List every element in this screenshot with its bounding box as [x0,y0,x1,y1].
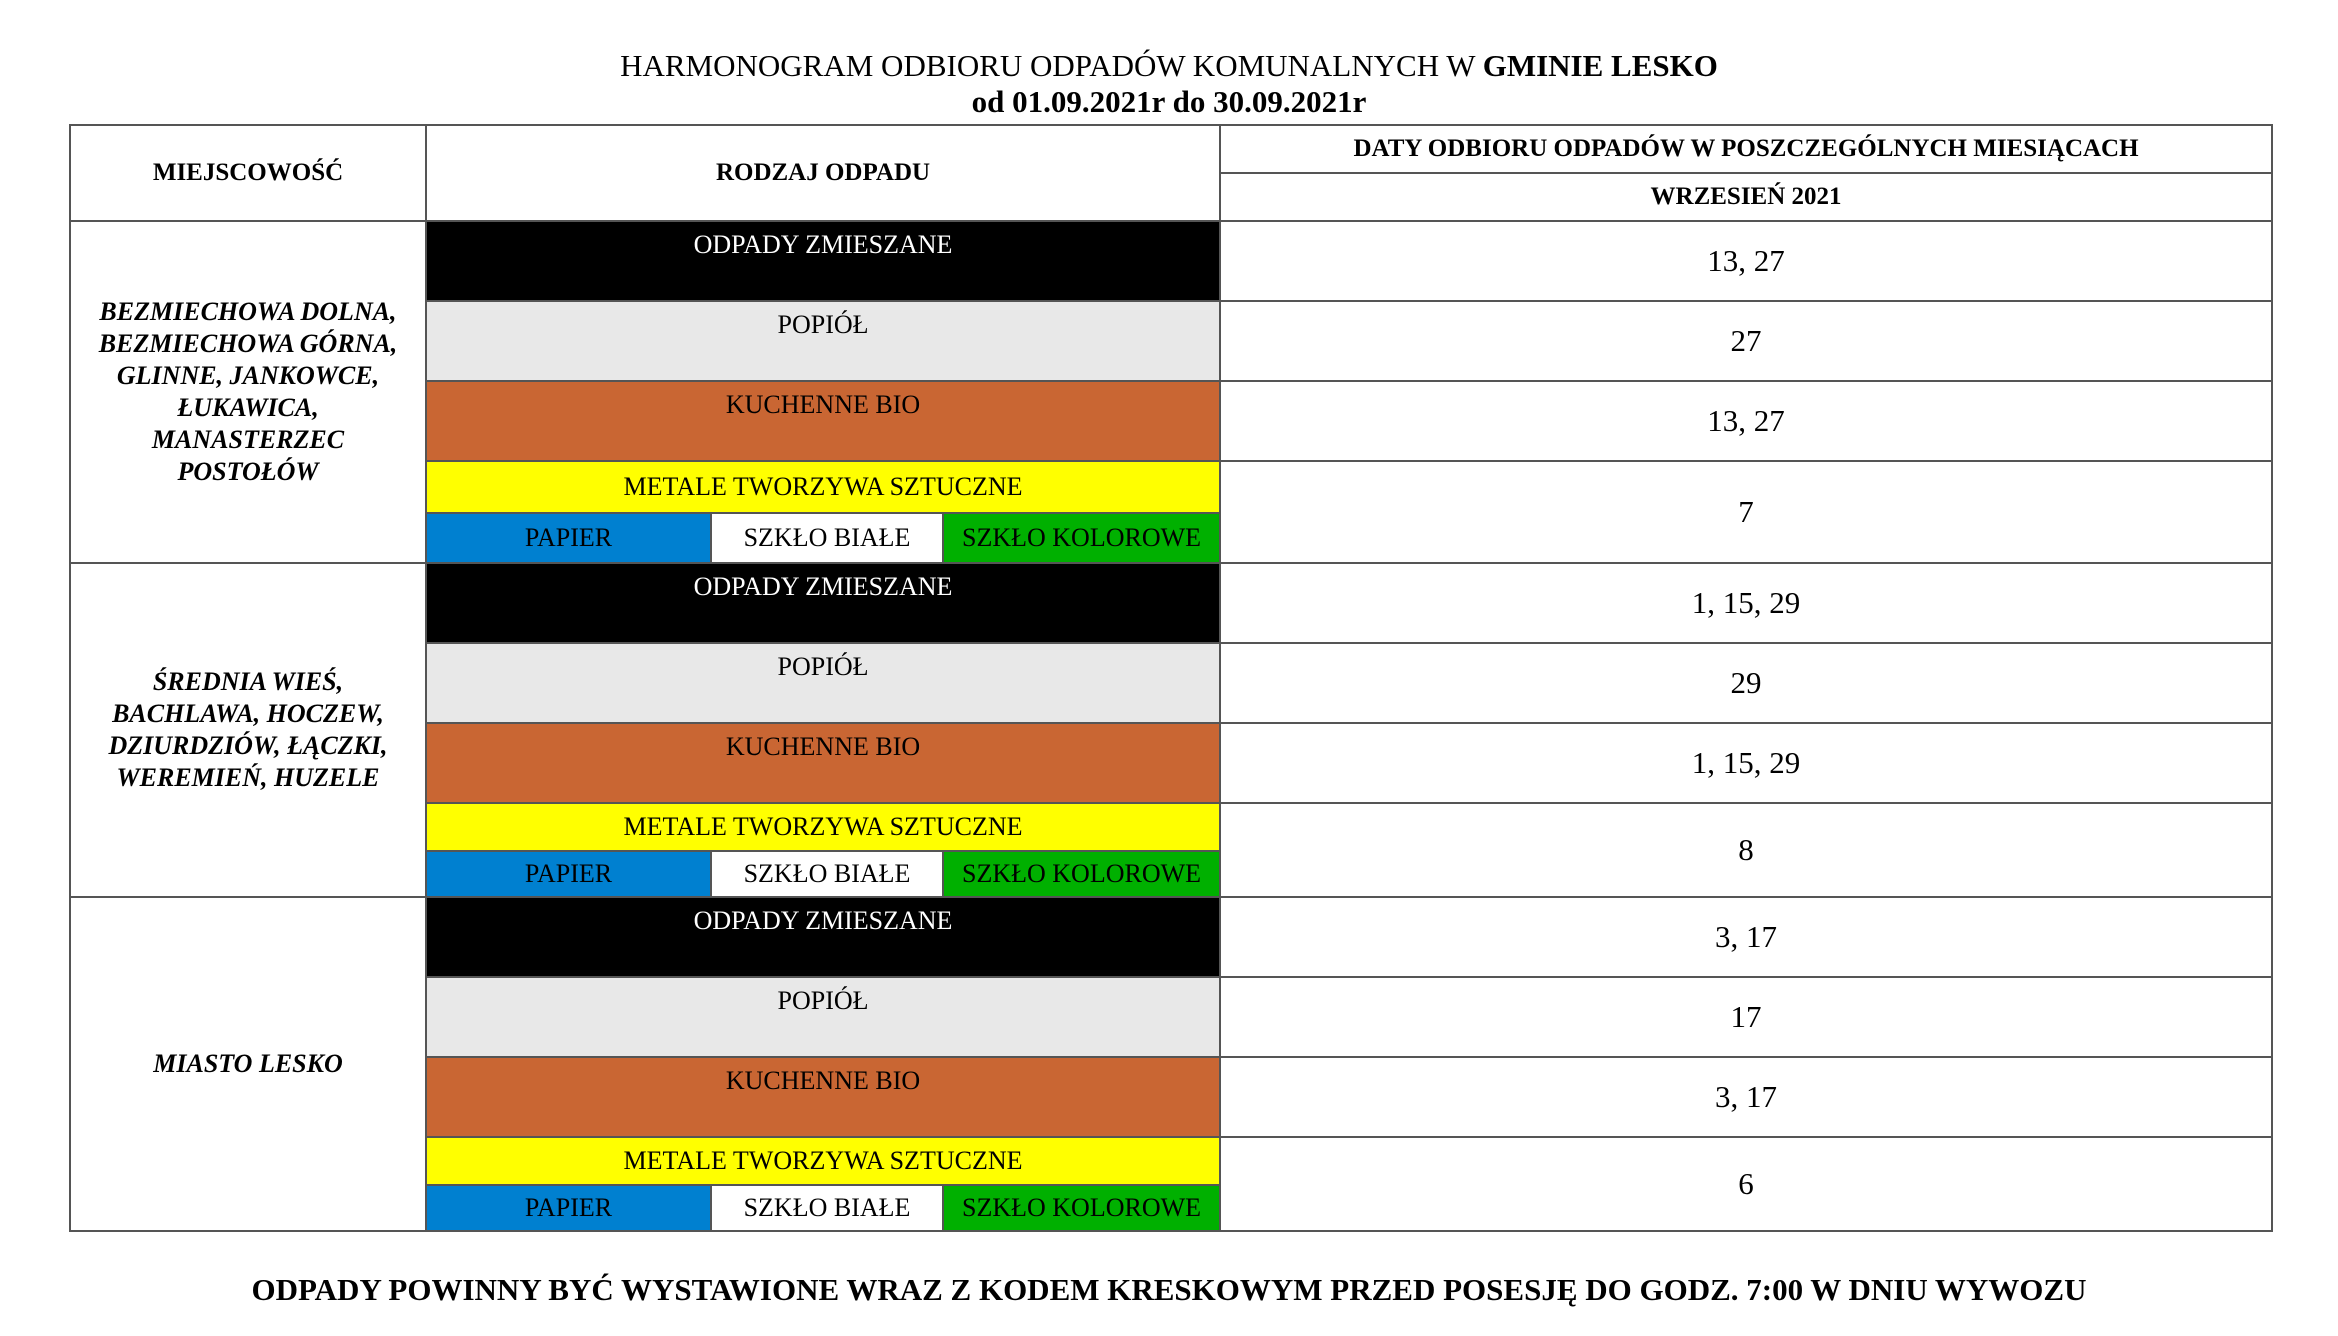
waste-type-bio: KUCHENNE BIO [426,1057,1220,1137]
date-mixed: 1, 15, 29 [1220,563,2272,643]
header-dates: DATY ODBIORU ODPADÓW W POSZCZEGÓLNYCH MIESIĄCACH [1220,125,2272,173]
waste-type-metal-plastic: METALE TWORZYWA SZTUCZNE [426,803,1220,851]
date-mixed: 3, 17 [1220,897,2272,977]
date-bio: 1, 15, 29 [1220,723,2272,803]
waste-type-paper: PAPIER [426,513,711,563]
date-recycling: 6 [1220,1137,2272,1231]
date-bio: 13, 27 [1220,381,2272,461]
table-row [70,563,2272,643]
location-cell [70,563,426,897]
location-line: MANASTERZEC [151,425,345,454]
waste-type-mixed: ODPADY ZMIESZANE [426,221,1220,301]
location-line: MIASTO LESKO [153,1049,343,1078]
location-line: BEZMIECHOWA DOLNA, [99,297,397,326]
waste-type-ash: POPIÓŁ [426,977,1220,1057]
title-municipality: GMINIE LESKO [1482,48,1718,83]
waste-type-ash: POPIÓŁ [426,643,1220,723]
title-prefix: HARMONOGRAM ODBIORU ODPADÓW KOMUNALNYCH W [620,48,1483,83]
waste-type-glass-colored: SZKŁO KOLOROWE [943,851,1220,897]
header-month: WRZESIEŃ 2021 [1220,173,2272,221]
waste-type-mixed: ODPADY ZMIESZANE [426,897,1220,977]
date-ash: 29 [1220,643,2272,723]
waste-type-bio: KUCHENNE BIO [426,723,1220,803]
location-line: DZIURDZIÓW, ŁĄCZKI, [108,731,388,760]
waste-type-metal-plastic: METALE TWORZYWA SZTUCZNE [426,1137,1220,1185]
location-line: BEZMIECHOWA GÓRNA, [98,329,398,358]
waste-type-mixed: ODPADY ZMIESZANE [426,563,1220,643]
location-cell [70,897,426,1231]
waste-type-glass-white: SZKŁO BIAŁE [711,513,943,563]
waste-type-paper: PAPIER [426,851,711,897]
date-bio: 3, 17 [1220,1057,2272,1137]
waste-type-glass-white: SZKŁO BIAŁE [711,1185,943,1231]
table-row [70,221,2272,301]
location-line: ŚREDNIA WIEŚ, [152,667,344,696]
date-recycling: 8 [1220,803,2272,897]
location-cell [70,221,426,563]
location-line: POSTOŁÓW [177,457,319,486]
title-line-1 [0,48,2338,84]
waste-type-glass-white: SZKŁO BIAŁE [711,851,943,897]
date-ash: 17 [1220,977,2272,1057]
waste-type-metal-plastic: METALE TWORZYWA SZTUCZNE [426,461,1220,513]
location-line: BACHLAWA, HOCZEW, [112,699,384,728]
location-line: GLINNE, JANKOWCE, [116,361,380,390]
waste-type-glass-colored: SZKŁO KOLOROWE [943,1185,1220,1231]
header-location: MIEJSCOWOŚĆ [70,125,426,221]
schedule-table [69,124,2273,1232]
waste-type-bio: KUCHENNE BIO [426,381,1220,461]
location-line: WEREMIEŃ, HUZELE [116,763,380,792]
date-mixed: 13, 27 [1220,221,2272,301]
waste-type-ash: POPIÓŁ [426,301,1220,381]
header-waste-type: RODZAJ ODPADU [426,125,1220,221]
waste-type-paper: PAPIER [426,1185,711,1231]
footer-note: ODPADY POWINNY BYĆ WYSTAWIONE WRAZ Z KODEM KRESKOWYM PRZED POSESJĘ DO GODZ. 7:00 W DNIU WYWOZU [251,1272,2087,1307]
waste-type-glass-colored: SZKŁO KOLOROWE [943,513,1220,563]
table-row [70,897,2272,977]
location-line: ŁUKAWICA, [177,393,319,422]
date-recycling: 7 [1220,461,2272,563]
title-line-2: od 01.09.2021r do 30.09.2021r [971,84,1367,119]
date-ash: 27 [1220,301,2272,381]
